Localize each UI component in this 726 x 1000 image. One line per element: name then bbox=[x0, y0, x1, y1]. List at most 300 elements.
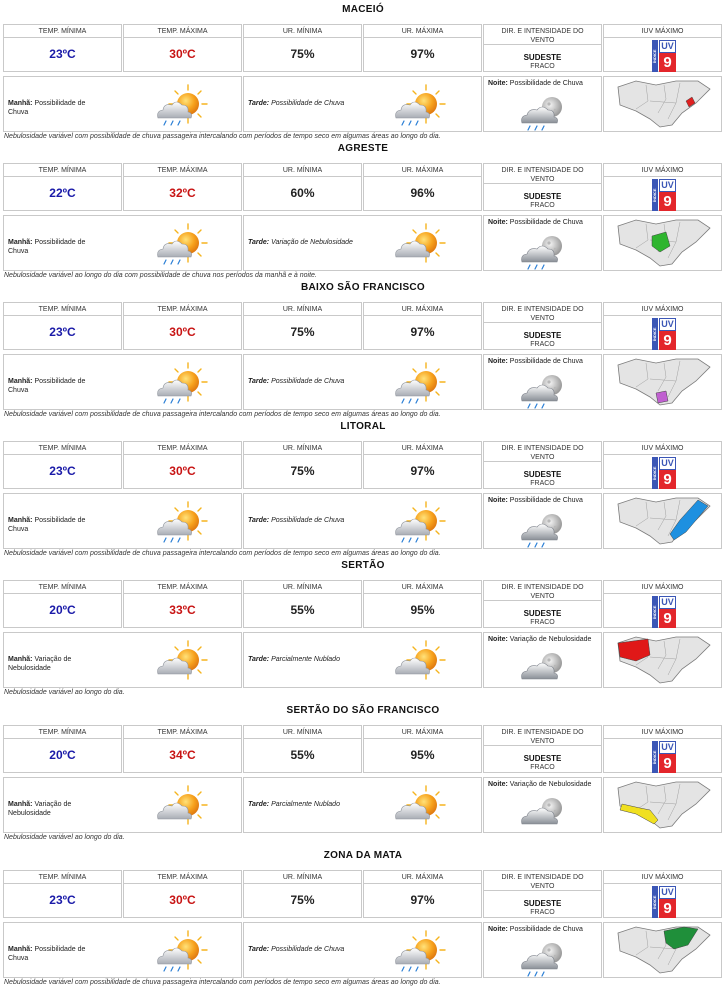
period-label: Noite: bbox=[488, 219, 508, 226]
sun-cloud-rain-icon bbox=[152, 499, 210, 550]
period-description: Possibilidade de Chuva bbox=[271, 378, 345, 385]
column-header: DIR. E INTENSIDADE DO VENTO bbox=[484, 871, 601, 891]
uv-label: UV bbox=[659, 318, 676, 331]
column-header: UR. MÍNIMA bbox=[244, 303, 361, 316]
humidity-max-cell bbox=[363, 24, 482, 72]
sun-cloud-icon bbox=[152, 783, 210, 834]
temp-max-cell bbox=[123, 24, 242, 72]
period-label: Tarde: bbox=[248, 239, 270, 246]
column-header: TEMP. MÍNIMA bbox=[4, 871, 121, 884]
period-label: Tarde: bbox=[248, 378, 270, 385]
wind-direction: SUDESTE bbox=[523, 609, 562, 618]
region-title: ZONA DA MATA bbox=[323, 850, 403, 861]
temp-max-cell bbox=[123, 725, 242, 773]
column-header: TEMP. MÁXIMA bbox=[124, 164, 241, 177]
wind-direction: SUDESTE bbox=[523, 192, 562, 201]
column-header: DIR. E INTENSIDADE DO VENTO bbox=[484, 25, 601, 45]
wind-intensity: FRACO bbox=[530, 909, 555, 916]
sun-cloud-icon bbox=[390, 783, 448, 834]
column-header: DIR. E INTENSIDADE DO VENTO bbox=[484, 164, 601, 184]
wind-intensity: FRACO bbox=[530, 619, 555, 626]
period-text bbox=[8, 800, 98, 818]
humidity-max-cell bbox=[363, 725, 482, 773]
humidity-min-cell bbox=[243, 441, 362, 489]
morning-forecast bbox=[3, 215, 242, 271]
uv-index-icon bbox=[652, 318, 676, 350]
alagoas-map-icon bbox=[616, 218, 712, 273]
uv-cell bbox=[603, 302, 722, 350]
period-description: Variação de Nebulosidade bbox=[8, 801, 72, 817]
cell-value: 22ºC bbox=[49, 186, 76, 200]
cell-value: 20ºC bbox=[49, 748, 76, 762]
uv-index-value: 9 bbox=[659, 609, 676, 628]
temp-min-cell bbox=[3, 441, 122, 489]
night-forecast bbox=[483, 777, 602, 833]
sun-cloud-icon bbox=[390, 638, 448, 689]
uv-index-value: 9 bbox=[659, 331, 676, 350]
region-section bbox=[0, 556, 726, 695]
period-label: Manhã: bbox=[8, 517, 33, 524]
humidity-min-cell bbox=[243, 24, 362, 72]
column-header: DIR. E INTENSIDADE DO VENTO bbox=[484, 442, 601, 462]
humidity-min-cell bbox=[243, 725, 362, 773]
period-text bbox=[248, 516, 378, 525]
temp-min-cell bbox=[3, 870, 122, 918]
column-header: UR. MÍNIMA bbox=[244, 164, 361, 177]
night-forecast bbox=[483, 215, 602, 271]
period-label: Manhã: bbox=[8, 946, 33, 953]
uv-index-icon bbox=[652, 886, 676, 918]
region-title: BAIXO SÃO FRANCISCO bbox=[300, 282, 426, 293]
period-label: Manhã: bbox=[8, 656, 33, 663]
cell-value: 97% bbox=[410, 325, 435, 339]
forecast-table bbox=[3, 870, 723, 978]
humidity-max-cell bbox=[363, 870, 482, 918]
afternoon-forecast bbox=[243, 493, 482, 549]
uv-index-value: 9 bbox=[659, 53, 676, 72]
column-header: DIR. E INTENSIDADE DO VENTO bbox=[484, 726, 601, 746]
uv-index-value: 9 bbox=[659, 192, 676, 211]
uv-label: UV bbox=[659, 457, 676, 470]
morning-forecast bbox=[3, 493, 242, 549]
cell-value: 30ºC bbox=[169, 47, 196, 61]
wind-intensity: FRACO bbox=[530, 480, 555, 487]
wind-direction: SUDESTE bbox=[523, 899, 562, 908]
uv-index-icon bbox=[652, 741, 676, 773]
alagoas-map-icon bbox=[616, 496, 712, 551]
column-header: IUV MÁXIMO bbox=[604, 581, 721, 594]
period-text bbox=[8, 655, 98, 673]
cell-value: 96% bbox=[410, 186, 435, 200]
cell-value: 55% bbox=[290, 603, 315, 617]
uv-indice-label: ÍNDICE bbox=[652, 741, 658, 773]
region-section bbox=[0, 0, 726, 139]
humidity-max-cell bbox=[363, 580, 482, 628]
wind-cell bbox=[483, 24, 602, 72]
forecast-note: Nebulosidade variável com possibilidade de chuva passageira intercalando com períodos de tempo seco em algumas áreas ao longo do dia. bbox=[4, 979, 441, 986]
wind-cell bbox=[483, 163, 602, 211]
uv-index-value: 9 bbox=[659, 899, 676, 918]
wind-direction: SUDESTE bbox=[523, 470, 562, 479]
period-description: Variação de Nebulosidade bbox=[509, 636, 592, 643]
region-section bbox=[0, 278, 726, 417]
uv-cell bbox=[603, 870, 722, 918]
wind-intensity: FRACO bbox=[530, 764, 555, 771]
temp-max-cell bbox=[123, 163, 242, 211]
column-header: UR. MÍNIMA bbox=[244, 442, 361, 455]
region-title: LITORAL bbox=[340, 421, 386, 432]
period-description: Parcialmente Nublado bbox=[271, 801, 340, 808]
period-description: Possibilidade de Chuva bbox=[8, 378, 86, 394]
wind-cell bbox=[483, 441, 602, 489]
period-description: Parcialmente Nublado bbox=[271, 656, 340, 663]
period-text bbox=[488, 496, 600, 505]
cell-value: 75% bbox=[290, 893, 315, 907]
moon-cloud-rain-icon bbox=[516, 506, 572, 555]
region-section bbox=[0, 417, 726, 556]
moon-cloud-icon bbox=[516, 790, 572, 839]
period-text bbox=[248, 655, 378, 664]
wind-direction: SUDESTE bbox=[523, 754, 562, 763]
cell-value: 97% bbox=[410, 464, 435, 478]
cell-value: 33ºC bbox=[169, 603, 196, 617]
uv-indice-label: ÍNDICE bbox=[652, 318, 658, 350]
column-header: IUV MÁXIMO bbox=[604, 25, 721, 38]
column-header: TEMP. MÁXIMA bbox=[124, 25, 241, 38]
period-text bbox=[488, 635, 600, 644]
temp-max-cell bbox=[123, 441, 242, 489]
period-description: Possibilidade de Chuva bbox=[509, 926, 583, 933]
morning-forecast bbox=[3, 76, 242, 132]
period-label: Tarde: bbox=[248, 801, 270, 808]
night-forecast bbox=[483, 354, 602, 410]
moon-cloud-rain-icon bbox=[516, 228, 572, 277]
temp-max-cell bbox=[123, 580, 242, 628]
temp-min-cell bbox=[3, 24, 122, 72]
column-header: DIR. E INTENSIDADE DO VENTO bbox=[484, 303, 601, 323]
column-header: TEMP. MÍNIMA bbox=[4, 581, 121, 594]
cell-value: 23ºC bbox=[49, 464, 76, 478]
wind-direction: SUDESTE bbox=[523, 53, 562, 62]
night-forecast bbox=[483, 922, 602, 978]
column-header: TEMP. MÍNIMA bbox=[4, 164, 121, 177]
period-label: Tarde: bbox=[248, 656, 270, 663]
humidity-min-cell bbox=[243, 302, 362, 350]
column-header: UR. MÁXIMA bbox=[364, 25, 481, 38]
forecast-table bbox=[3, 24, 723, 132]
humidity-min-cell bbox=[243, 163, 362, 211]
period-label: Manhã: bbox=[8, 100, 33, 107]
humidity-min-cell bbox=[243, 870, 362, 918]
column-header: TEMP. MÁXIMA bbox=[124, 726, 241, 739]
cell-value: 97% bbox=[410, 47, 435, 61]
column-header: TEMP. MÁXIMA bbox=[124, 581, 241, 594]
column-header: TEMP. MÍNIMA bbox=[4, 442, 121, 455]
wind-direction: SUDESTE bbox=[523, 331, 562, 340]
temp-min-cell bbox=[3, 580, 122, 628]
period-text bbox=[8, 238, 98, 256]
sun-cloud-icon bbox=[152, 638, 210, 689]
forecast-note: Nebulosidade variável ao longo do dia. bbox=[4, 834, 125, 841]
cell-value: 23ºC bbox=[49, 325, 76, 339]
period-description: Possibilidade de Chuva bbox=[271, 517, 345, 524]
period-text bbox=[248, 945, 378, 954]
humidity-max-cell bbox=[363, 302, 482, 350]
column-header: IUV MÁXIMO bbox=[604, 442, 721, 455]
moon-cloud-rain-icon bbox=[516, 935, 572, 984]
column-header: UR. MÍNIMA bbox=[244, 726, 361, 739]
column-header: UR. MÍNIMA bbox=[244, 871, 361, 884]
cell-value: 95% bbox=[410, 748, 435, 762]
period-description: Possibilidade de Chuva bbox=[8, 517, 86, 533]
afternoon-forecast bbox=[243, 76, 482, 132]
sun-cloud-icon bbox=[390, 221, 448, 272]
cell-value: 95% bbox=[410, 603, 435, 617]
period-description: Possibilidade de Chuva bbox=[8, 239, 86, 255]
sun-cloud-rain-icon bbox=[390, 928, 448, 979]
period-label: Noite: bbox=[488, 80, 508, 87]
column-header: IUV MÁXIMO bbox=[604, 726, 721, 739]
wind-cell bbox=[483, 725, 602, 773]
region-map bbox=[603, 777, 722, 833]
period-label: Tarde: bbox=[248, 100, 270, 107]
forecast-table bbox=[3, 580, 723, 688]
period-description: Possibilidade de Chuva bbox=[271, 100, 345, 107]
period-text bbox=[488, 79, 600, 88]
column-header: UR. MÁXIMA bbox=[364, 303, 481, 316]
cell-value: 23ºC bbox=[49, 893, 76, 907]
moon-cloud-rain-icon bbox=[516, 367, 572, 416]
period-description: Possibilidade de Chuva bbox=[509, 497, 583, 504]
forecast-table bbox=[3, 441, 723, 549]
column-header: IUV MÁXIMO bbox=[604, 871, 721, 884]
column-header: UR. MÁXIMA bbox=[364, 581, 481, 594]
sun-cloud-rain-icon bbox=[152, 221, 210, 272]
afternoon-forecast bbox=[243, 215, 482, 271]
cell-value: 97% bbox=[410, 893, 435, 907]
period-text bbox=[248, 238, 378, 247]
region-map bbox=[603, 632, 722, 688]
alagoas-map-icon bbox=[616, 925, 712, 980]
cell-value: 60% bbox=[290, 186, 315, 200]
period-text bbox=[488, 925, 600, 934]
column-header: DIR. E INTENSIDADE DO VENTO bbox=[484, 581, 601, 601]
period-description: Possibilidade de Chuva bbox=[509, 80, 583, 87]
period-label: Tarde: bbox=[248, 517, 270, 524]
morning-forecast bbox=[3, 354, 242, 410]
afternoon-forecast bbox=[243, 777, 482, 833]
wind-intensity: FRACO bbox=[530, 63, 555, 70]
uv-indice-label: ÍNDICE bbox=[652, 179, 658, 211]
region-title: SERTÃO DO SÃO FRANCISCO bbox=[286, 705, 440, 716]
column-header: IUV MÁXIMO bbox=[604, 303, 721, 316]
alagoas-map-icon bbox=[616, 635, 712, 690]
uv-label: UV bbox=[659, 741, 676, 754]
uv-indice-label: ÍNDICE bbox=[652, 886, 658, 918]
uv-index-icon bbox=[652, 596, 676, 628]
region-title: SERTÃO bbox=[341, 560, 385, 571]
morning-forecast bbox=[3, 777, 242, 833]
humidity-max-cell bbox=[363, 441, 482, 489]
morning-forecast bbox=[3, 632, 242, 688]
period-text bbox=[8, 99, 98, 117]
forecast-table bbox=[3, 163, 723, 271]
forecast-note: Nebulosidade variável com possibilidade de chuva passageira intercalando com períodos de tempo seco em algumas áreas ao longo do dia. bbox=[4, 411, 441, 418]
wind-intensity: FRACO bbox=[530, 341, 555, 348]
sun-cloud-rain-icon bbox=[152, 928, 210, 979]
region-section bbox=[0, 701, 726, 840]
uv-index-icon bbox=[652, 179, 676, 211]
column-header: UR. MÁXIMA bbox=[364, 871, 481, 884]
uv-index-icon bbox=[652, 457, 676, 489]
temp-min-cell bbox=[3, 163, 122, 211]
period-description: Possibilidade de Chuva bbox=[271, 946, 345, 953]
morning-forecast bbox=[3, 922, 242, 978]
cell-value: 55% bbox=[290, 748, 315, 762]
period-text bbox=[8, 945, 98, 963]
sun-cloud-rain-icon bbox=[390, 360, 448, 411]
uv-cell bbox=[603, 441, 722, 489]
period-text bbox=[248, 99, 378, 108]
column-header: TEMP. MÍNIMA bbox=[4, 303, 121, 316]
temp-max-cell bbox=[123, 870, 242, 918]
region-title: AGRESTE bbox=[337, 143, 389, 154]
uv-cell bbox=[603, 580, 722, 628]
cell-value: 30ºC bbox=[169, 325, 196, 339]
humidity-max-cell bbox=[363, 163, 482, 211]
sun-cloud-rain-icon bbox=[390, 82, 448, 133]
alagoas-map-icon bbox=[616, 79, 712, 134]
column-header: UR. MÁXIMA bbox=[364, 726, 481, 739]
temp-min-cell bbox=[3, 725, 122, 773]
sun-cloud-rain-icon bbox=[152, 82, 210, 133]
period-description: Variação de Nebulosidade bbox=[271, 239, 353, 246]
moon-cloud-rain-icon bbox=[516, 89, 572, 138]
uv-index-value: 9 bbox=[659, 470, 676, 489]
temp-max-cell bbox=[123, 302, 242, 350]
period-label: Noite: bbox=[488, 636, 508, 643]
afternoon-forecast bbox=[243, 922, 482, 978]
wind-cell bbox=[483, 580, 602, 628]
column-header: TEMP. MÁXIMA bbox=[124, 442, 241, 455]
alagoas-map-icon bbox=[616, 357, 712, 412]
column-header: UR. MÁXIMA bbox=[364, 442, 481, 455]
alagoas-map-icon bbox=[616, 780, 712, 835]
period-description: Variação de Nebulosidade bbox=[8, 656, 72, 672]
uv-cell bbox=[603, 163, 722, 211]
region-section bbox=[0, 846, 726, 985]
sun-cloud-rain-icon bbox=[390, 499, 448, 550]
period-text bbox=[488, 218, 600, 227]
period-description: Variação de Nebulosidade bbox=[509, 781, 592, 788]
column-header: UR. MÍNIMA bbox=[244, 581, 361, 594]
night-forecast bbox=[483, 632, 602, 688]
period-label: Manhã: bbox=[8, 378, 33, 385]
cell-value: 75% bbox=[290, 464, 315, 478]
uv-cell bbox=[603, 24, 722, 72]
period-description: Possibilidade de Chuva bbox=[8, 100, 86, 116]
afternoon-forecast bbox=[243, 354, 482, 410]
column-header: TEMP. MÍNIMA bbox=[4, 726, 121, 739]
period-text bbox=[488, 357, 600, 366]
temp-min-cell bbox=[3, 302, 122, 350]
uv-indice-label: ÍNDICE bbox=[652, 457, 658, 489]
night-forecast bbox=[483, 493, 602, 549]
period-label: Noite: bbox=[488, 358, 508, 365]
night-forecast bbox=[483, 76, 602, 132]
cell-value: 75% bbox=[290, 47, 315, 61]
period-label: Tarde: bbox=[248, 946, 270, 953]
forecast-table bbox=[3, 725, 723, 833]
wind-cell bbox=[483, 870, 602, 918]
forecast-note: Nebulosidade variável ao longo do dia com possibilidade de chuva nos períodos da manhã e à noite. bbox=[4, 272, 317, 279]
uv-indice-label: ÍNDICE bbox=[652, 596, 658, 628]
moon-cloud-icon bbox=[516, 645, 572, 694]
region-map bbox=[603, 215, 722, 271]
cell-value: 23ºC bbox=[49, 47, 76, 61]
period-label: Manhã: bbox=[8, 239, 33, 246]
period-description: Possibilidade de Chuva bbox=[509, 358, 583, 365]
region-title: MACEIÓ bbox=[342, 4, 384, 15]
cell-value: 30ºC bbox=[169, 464, 196, 478]
forecast-note: Nebulosidade variável ao longo do dia. bbox=[4, 689, 125, 696]
region-map bbox=[603, 922, 722, 978]
period-label: Noite: bbox=[488, 926, 508, 933]
period-text bbox=[8, 516, 98, 534]
uv-label: UV bbox=[659, 179, 676, 192]
region-map bbox=[603, 76, 722, 132]
forecast-table bbox=[3, 302, 723, 410]
period-text bbox=[248, 800, 378, 809]
region-section bbox=[0, 139, 726, 278]
uv-cell bbox=[603, 725, 722, 773]
forecast-note: Nebulosidade variável com possibilidade de chuva passageira intercalando com períodos de tempo seco em algumas áreas ao longo do dia. bbox=[4, 133, 441, 140]
period-label: Manhã: bbox=[8, 801, 33, 808]
region-map bbox=[603, 493, 722, 549]
sun-cloud-rain-icon bbox=[152, 360, 210, 411]
column-header: IUV MÁXIMO bbox=[604, 164, 721, 177]
column-header: TEMP. MÁXIMA bbox=[124, 303, 241, 316]
wind-intensity: FRACO bbox=[530, 202, 555, 209]
forecast-note: Nebulosidade variável com possibilidade de chuva passageira intercalando com períodos de tempo seco em algumas áreas ao longo do dia. bbox=[4, 550, 441, 557]
afternoon-forecast bbox=[243, 632, 482, 688]
uv-indice-label: ÍNDICE bbox=[652, 40, 658, 72]
period-label: Noite: bbox=[488, 781, 508, 788]
period-text bbox=[248, 377, 378, 386]
uv-label: UV bbox=[659, 596, 676, 609]
uv-index-value: 9 bbox=[659, 754, 676, 773]
period-text bbox=[488, 780, 600, 789]
period-text bbox=[8, 377, 98, 395]
period-description: Possibilidade de Chuva bbox=[8, 946, 86, 962]
cell-value: 30ºC bbox=[169, 893, 196, 907]
period-label: Noite: bbox=[488, 497, 508, 504]
column-header: UR. MÍNIMA bbox=[244, 25, 361, 38]
wind-cell bbox=[483, 302, 602, 350]
uv-label: UV bbox=[659, 886, 676, 899]
uv-label: UV bbox=[659, 40, 676, 53]
column-header: TEMP. MÁXIMA bbox=[124, 871, 241, 884]
period-description: Possibilidade de Chuva bbox=[509, 219, 583, 226]
region-map bbox=[603, 354, 722, 410]
column-header: UR. MÁXIMA bbox=[364, 164, 481, 177]
cell-value: 34ºC bbox=[169, 748, 196, 762]
column-header: TEMP. MÍNIMA bbox=[4, 25, 121, 38]
cell-value: 20ºC bbox=[49, 603, 76, 617]
humidity-min-cell bbox=[243, 580, 362, 628]
cell-value: 75% bbox=[290, 325, 315, 339]
uv-index-icon bbox=[652, 40, 676, 72]
